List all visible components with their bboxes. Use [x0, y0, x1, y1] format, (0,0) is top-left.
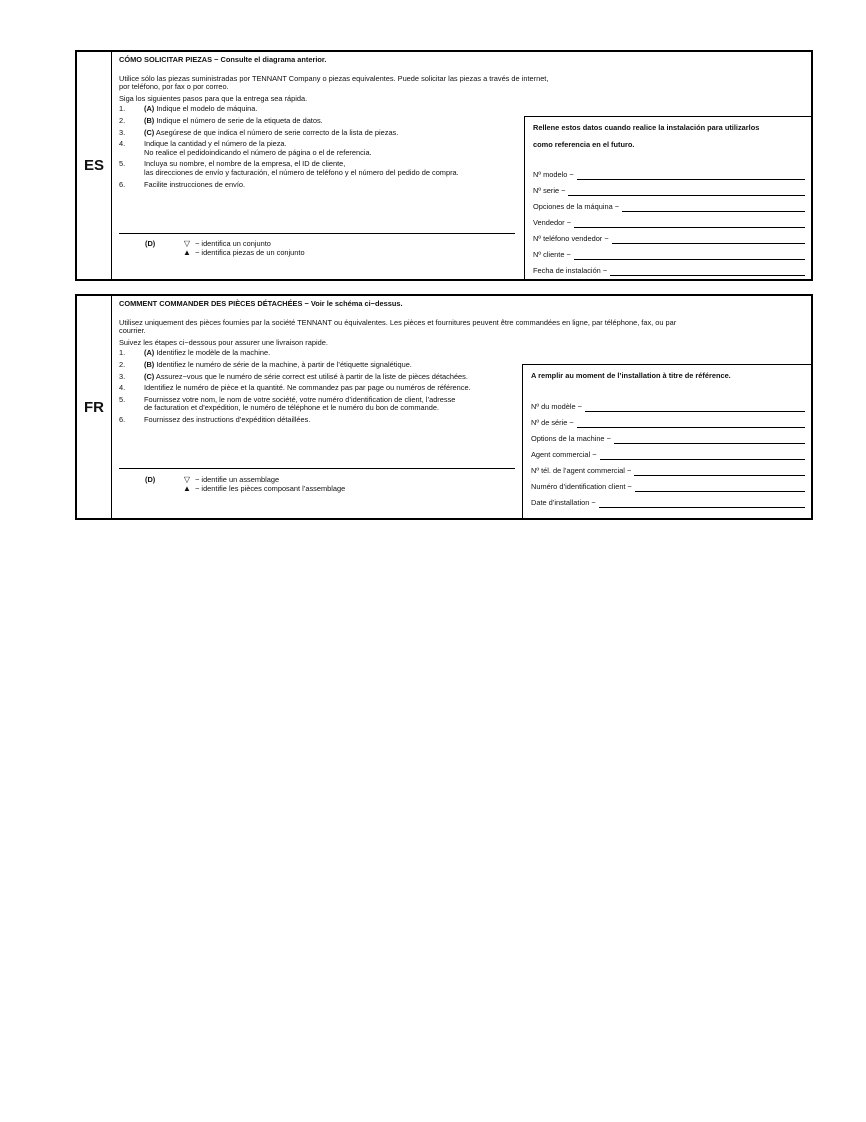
field-label: Nº serie −	[533, 186, 566, 195]
box-intro-line: Rellene estos datos cuando realice la instalación para utilizarlos	[533, 123, 760, 132]
step-tag: (B)	[144, 115, 155, 125]
step-body: Facilite instrucciones de envío.	[144, 179, 246, 189]
fill-line[interactable]	[577, 421, 805, 428]
step-text	[144, 361, 523, 370]
step-body: Identifiez le modèle de la machine.	[154, 348, 271, 358]
divider	[119, 468, 515, 469]
step-number: 1.	[119, 348, 126, 358]
customer-field[interactable]	[533, 251, 805, 260]
intro-paragraph	[119, 319, 805, 336]
step-text	[144, 140, 523, 157]
box-intro	[531, 372, 807, 381]
field-label: Fecha de instalación −	[533, 266, 608, 275]
filled-triangle-icon: ▲	[183, 484, 191, 493]
legend-row	[181, 249, 305, 258]
steps-intro: Siga los siguientes pasos para que la entrega sea rápida.	[119, 93, 308, 103]
es-panel	[75, 50, 813, 281]
step-body: Asegúrese de que indica el número de serie correcto de la lista de piezas.	[154, 127, 399, 137]
intro-line: Utilisez uniquement des pièces fournies par la société TENNANT ou équivalentes. Les pièces et fournitures peuvent être commandées en ligne, par téléphone, fax, ou par	[119, 317, 677, 327]
fr-panel	[75, 294, 813, 520]
fill-line[interactable]	[577, 173, 805, 180]
list-item	[119, 129, 523, 138]
step-body-cont: No realice el pedidoindicando el número de página o el de referencia.	[144, 147, 372, 157]
field-label: Opciones de la máquina −	[533, 202, 620, 211]
list-item	[119, 361, 523, 370]
step-text	[144, 129, 523, 138]
dealer-field[interactable]	[533, 219, 805, 228]
fill-line[interactable]	[614, 437, 805, 444]
step-body: Indique la cantidad y el número de la pieza.	[144, 139, 287, 149]
step-body-cont: las direcciones de envío y facturación, el número de teléfono y el número del pedido de compra.	[144, 167, 459, 177]
list-item	[119, 181, 523, 190]
fill-line[interactable]	[634, 469, 805, 476]
fill-line[interactable]	[599, 501, 805, 508]
field-label: Nº modelo −	[533, 170, 574, 179]
divider	[119, 233, 515, 234]
install-date-field[interactable]	[531, 499, 805, 508]
install-date-field[interactable]	[533, 267, 805, 276]
step-number: 4.	[119, 383, 126, 393]
step-text	[144, 384, 523, 393]
field-label: Nº teléfono vendedor −	[533, 234, 609, 243]
list-item	[119, 140, 523, 157]
step-text	[144, 160, 523, 177]
legend-text: − identifica un conjunto	[195, 239, 271, 248]
step-number: 2.	[119, 115, 126, 125]
box-intro	[533, 124, 807, 149]
field-label: Numéro d’identification client −	[531, 482, 632, 491]
step-body: Identifiez le numéro de série de la machine, à partir de l’étiquette signalétique.	[154, 359, 412, 369]
list-item	[119, 105, 523, 114]
installation-record-box	[524, 116, 811, 279]
step-text	[144, 105, 523, 114]
fill-line[interactable]	[600, 453, 805, 460]
step-number: 4.	[119, 139, 126, 149]
serial-field[interactable]	[533, 187, 805, 196]
open-triangle-icon: ▽	[183, 475, 191, 484]
field-label: Nº du modèle −	[531, 402, 582, 411]
dealer-phone-field[interactable]	[533, 235, 805, 244]
step-body: Fournissez des instructions d’expédition détaillées.	[144, 414, 311, 424]
step-text	[144, 349, 523, 358]
options-field[interactable]	[531, 435, 805, 444]
step-number: 6.	[119, 414, 126, 424]
dealer-field[interactable]	[531, 451, 805, 460]
legend-row	[181, 485, 345, 494]
step-body: Identifiez le numéro de pièce et la quantité. Ne commandez pas par page ou numéros de référence.	[144, 383, 471, 393]
fill-line[interactable]	[568, 189, 805, 196]
field-label: Date d’installation −	[531, 498, 596, 507]
step-text	[144, 373, 523, 382]
legend-label: (D)	[145, 239, 156, 248]
section-heading: COMMENT COMMANDER DES PIÈCES DÉTACHÉES − Voir le schéma ci−dessus.	[119, 299, 403, 308]
list-item	[119, 373, 523, 382]
step-body: Fournissez votre nom, le nom de votre société, votre numéro d’identification de client, l’adresse	[144, 394, 456, 404]
steps-intro: Suivez les étapes ci−dessous pour assurer une livraison rapide.	[119, 337, 328, 347]
step-body: Incluya su nombre, el nombre de la empresa, el ID de cliente,	[144, 159, 346, 169]
field-label: Nº tél. de l’agent commercial −	[531, 466, 632, 475]
steps-list	[119, 105, 523, 189]
filled-triangle-icon: ▲	[183, 248, 191, 257]
fill-line[interactable]	[574, 253, 805, 260]
installation-record-box	[522, 364, 811, 518]
step-number: 1.	[119, 104, 126, 114]
field-label: Nº cliente −	[533, 250, 571, 259]
step-body-cont: de facturation et d’expédition, le numéro de téléphone et le numéro du bon de commande.	[144, 403, 440, 413]
step-body: Indique el modelo de máquina.	[154, 104, 258, 114]
step-text	[144, 416, 523, 425]
step-number: 3.	[119, 127, 126, 137]
step-number: 3.	[119, 371, 126, 381]
step-number: 6.	[119, 179, 126, 189]
step-body: Indique el número de serie de la etiqueta de datos.	[154, 115, 323, 125]
legend-block	[145, 476, 465, 498]
open-triangle-icon: ▽	[183, 239, 191, 248]
dealer-phone-field[interactable]	[531, 467, 805, 476]
field-label: Options de la machine −	[531, 434, 611, 443]
language-code: ES	[77, 52, 112, 279]
fill-line[interactable]	[585, 405, 805, 412]
fill-line[interactable]	[612, 237, 805, 244]
legend-block	[145, 240, 445, 262]
list-item	[119, 117, 523, 126]
list-item	[119, 384, 523, 393]
model-field[interactable]	[531, 403, 805, 412]
legend-label: (D)	[145, 475, 156, 484]
field-label: Agent commercial −	[531, 450, 597, 459]
field-label: Nº de série −	[531, 418, 574, 427]
customer-field[interactable]	[531, 483, 805, 492]
box-intro-line: A remplir au moment de l’installation à titre de référence.	[531, 371, 731, 380]
step-text	[144, 396, 523, 413]
step-text	[144, 181, 523, 190]
list-item	[119, 416, 523, 425]
step-tag: (A)	[144, 104, 155, 114]
legend-text: − identifica piezas de un conjunto	[195, 248, 305, 257]
step-number: 2.	[119, 359, 126, 369]
box-intro-line: como referencia en el futuro.	[533, 139, 635, 149]
list-item	[119, 349, 523, 358]
step-number: 5.	[119, 394, 126, 404]
step-body: Assurez−vous que le numéro de série correct est utilisé à partir de la liste de pièces détachées.	[154, 371, 468, 381]
step-tag: (A)	[144, 348, 155, 358]
serial-field[interactable]	[531, 419, 805, 428]
section-heading: CÓMO SOLICITAR PIEZAS − Consulte el diagrama anterior.	[119, 55, 327, 64]
intro-line: por teléfono, por fax o por correo.	[119, 82, 229, 92]
model-field[interactable]	[533, 171, 805, 180]
fill-line[interactable]	[574, 221, 805, 228]
fill-line[interactable]	[635, 485, 805, 492]
list-item	[119, 396, 523, 413]
step-tag: (C)	[144, 127, 155, 137]
list-item	[119, 160, 523, 177]
language-code: FR	[77, 296, 112, 518]
intro-line: Utilice sólo las piezas suministradas por TENNANT Company o piezas equivalentes. Puede solicitar las piezas a través de internet,	[119, 73, 549, 83]
fill-line[interactable]	[610, 269, 805, 276]
step-number: 5.	[119, 159, 126, 169]
step-tag: (C)	[144, 371, 155, 381]
step-tag: (B)	[144, 359, 155, 369]
intro-paragraph	[119, 75, 805, 92]
legend-text: − identifie les pièces composant l’assemblage	[195, 484, 346, 493]
options-field[interactable]	[533, 203, 805, 212]
field-label: Vendedor −	[533, 218, 572, 227]
fill-line[interactable]	[622, 205, 805, 212]
step-text	[144, 117, 523, 126]
steps-list	[119, 349, 523, 424]
legend-text: − identifie un assemblage	[195, 475, 280, 484]
intro-line: courrier.	[119, 326, 146, 336]
